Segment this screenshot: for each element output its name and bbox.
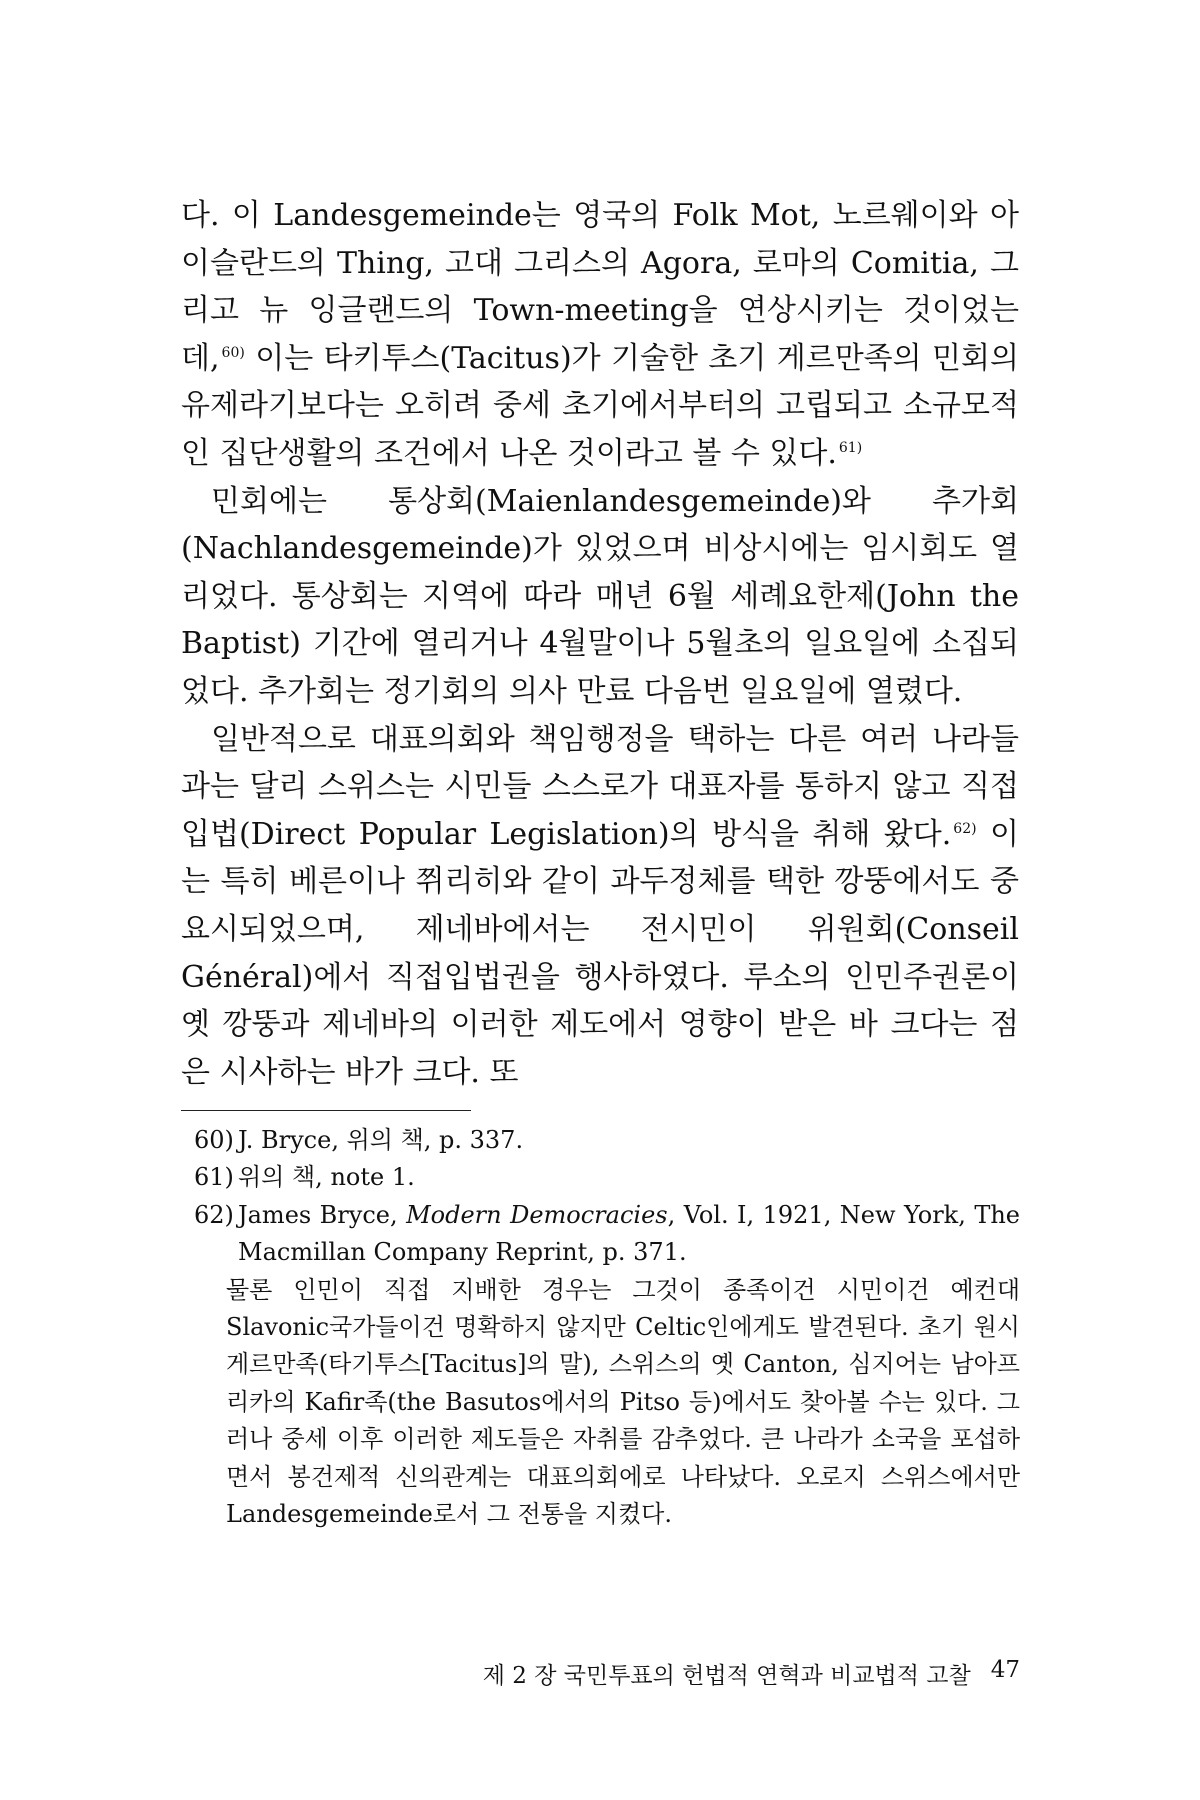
footnote-number: 60) [194, 1126, 234, 1154]
page-number: 47 [990, 1657, 1020, 1683]
footnote-divider [181, 1110, 471, 1111]
footnote-ref-61: 61) [838, 439, 863, 456]
paragraph-2: 민회에는 통상회(Maienlandesgemeinde)와 추가회(Nachlandesgemeinde)가 있었으며 비상시에는 임시회도 열리었다. 통상회는 지역에 따라 매년 6월 세례요한제(John the Baptist) 기간에 열리거나 4월말이나 5월초의 일요일에 소집되었다. 추가회는 정기회의 의사 만료 다음번 일요일에 열렸다. [181, 483, 1019, 709]
footnote-text: James Bryce, Modern Democracies, Vol. I, 1921, New York, The Macmillan Company Reprint, p. 371. [238, 1200, 1020, 1267]
running-footer [400, 1657, 1020, 1690]
footnote-61 [194, 1159, 1020, 1196]
paragraph-1: 다. 이 Landesgemeinde는 영국의 Folk Mot, 노르웨이와 아이슬란드의 Thing, 고대 그리스의 Agora, 로마의 Comitia, 그리고 뉴 잉글랜드의 Town-meeting을 연상시키는 것이었는데, $^{60)}$ 이는 타키투스(Tacitus)가 기술한 초기 게르만족의 민회의 유제라기보다는 오히려 중세 초기에서부터의 고립되고 소규모적인 집단생활의 조건에서 나온 것이라고 볼 수 있다. $^{61)}$ [181, 198, 1019, 471]
footnote-text: J. Bryce, 위의 책, p. 337. [238, 1126, 524, 1154]
footnote-text: 위의 책, note 1. [238, 1163, 415, 1192]
footnote-ref-60: 60) [221, 344, 245, 361]
footnote-62-continuation: 물론 인민이 직접 지배한 경우는 그것이 종족이건 시민이건 예컨대 Slavonic국가들이건 명확하지 않지만 Celtic인에게도 발견된다. 초기 원시게르만족(타기투스[Tacitus]의 말), 스위스의 옛 Canton, 심지어는 남아프리카의 Kafir족(the Basutos에서의 Pitso 등)에서도 찾아볼 수는 있다. 그러나 중세 이후 이러한 제도들은 자취를 감추었다. 큰 나라가 소국을 포섭하면서 봉건제적 신의관계는 대표의회에로 나타났다. 오로지 스위스에서만 Landesgemeinde로서 그 전통을 지켰다. [226, 1275, 1020, 1529]
footnote-number: 62) [194, 1200, 234, 1229]
footnote-60 [194, 1122, 1020, 1159]
chapter-title: 제 2 장 국민투표의 헌법적 연혁과 비교법적 고찰 [482, 1663, 971, 1689]
footnote-62 [194, 1197, 1020, 1272]
paragraph-3: 일반적으로 대표의회와 책임행정을 택하는 다른 여러 나라들과는 달리 스위스는 시민들 스스로가 대표자를 통하지 않고 직접입법(Direct Popular Legislation)의 방식을 취해 왔다. $^{62)}$ 이는 특히 베른이나 쮜리히와 같이 과두정체를 택한 깡뚱에서도 중요시되었으며, 제네바에서는 전시민이 위원회(Conseil Général)에서 직접입법권을 행사하였다. 루소의 인민주권론이 옛 깡뚱과 제네바의 이러한 제도에서 영향이 받은 바 크다는 점은 시사하는 바가 크다. 또 [181, 721, 1019, 1090]
body-text [181, 192, 1019, 1096]
footnote-ref-62: 62) [953, 820, 977, 837]
footnote-number: 61) [194, 1163, 234, 1192]
book-title: Modern Democracies [406, 1200, 668, 1229]
footnotes [194, 1122, 1020, 1533]
